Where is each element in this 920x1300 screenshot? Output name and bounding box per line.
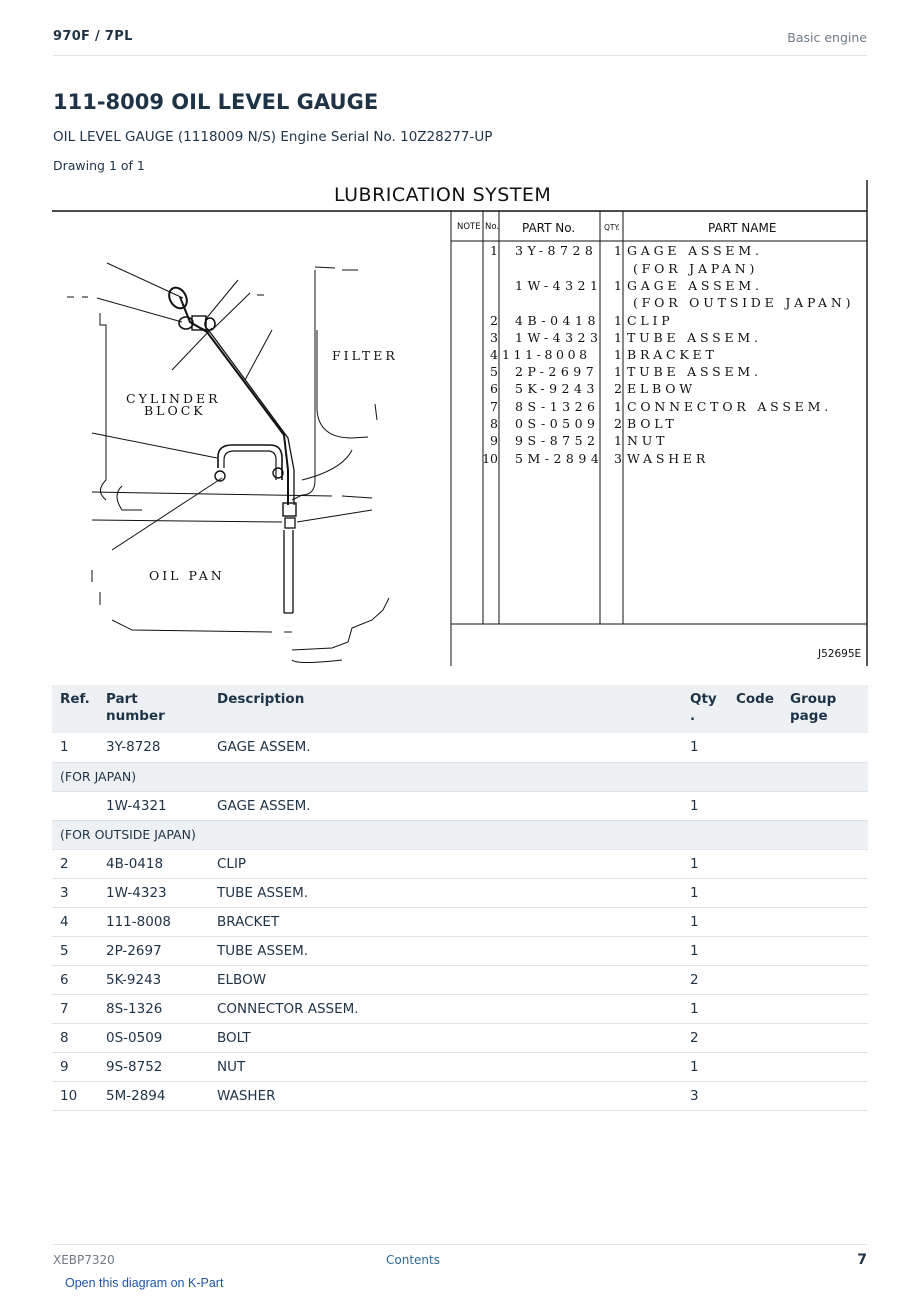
cell-code — [728, 1052, 782, 1081]
cell-ref: 6 — [52, 965, 98, 994]
cell-description: ELBOW — [209, 965, 682, 994]
cell-group-page — [782, 1023, 868, 1052]
header-divider — [53, 55, 867, 56]
diagram-code: J52695E — [818, 648, 862, 660]
cell-qty: 1 — [682, 1052, 728, 1081]
diagram-row-name: ELBOW — [627, 381, 696, 396]
cell-ref: 2 — [52, 849, 98, 878]
diagram-row-no: 2 — [490, 313, 498, 328]
section-label: Basic engine — [787, 30, 867, 45]
cell-qty: 2 — [682, 965, 728, 994]
diagram-row-name: TUBE ASSEM. — [627, 364, 762, 379]
diagram-row-no: 3 — [490, 330, 498, 345]
cell-description: NUT — [209, 1052, 682, 1081]
diagram-row-name: CONNECTOR ASSEM. — [627, 399, 832, 414]
col-qty — [682, 685, 728, 733]
diagram-row-name: (FOR JAPAN) — [633, 261, 759, 276]
table-note-row — [52, 762, 868, 791]
diagram-row-no: 1 — [490, 243, 498, 258]
contents-link[interactable]: Contents — [386, 1253, 440, 1267]
cell-qty: 1 — [682, 907, 728, 936]
cell-group-page — [782, 965, 868, 994]
diagram-row-part-no: 111-8008 — [502, 347, 591, 362]
diagram-row-qty: 1 — [614, 399, 622, 414]
diagram-row-qty: 2 — [614, 381, 622, 396]
diagram-row-name: NUT — [627, 433, 669, 448]
cell-group-page — [782, 733, 868, 762]
table-row — [52, 791, 868, 820]
diagram-row-part-no: 9S-8752 — [515, 433, 600, 448]
cell-code — [728, 907, 782, 936]
cell-code — [728, 936, 782, 965]
cell-qty: 3 — [682, 1081, 728, 1110]
table-header-row — [52, 685, 868, 733]
cell-qty: 1 — [682, 994, 728, 1023]
cell-description: GAGE ASSEM. — [209, 733, 682, 762]
col-qty-line2: . — [690, 708, 696, 724]
th-part-name: PART NAME — [708, 221, 777, 235]
model-label: 970F / 7PL — [53, 29, 133, 44]
diagram-row-name: GAGE ASSEM. — [627, 278, 763, 293]
cell-code — [728, 733, 782, 762]
cell-description: BOLT — [209, 1023, 682, 1052]
cell-ref — [52, 791, 98, 820]
diagram-title: LUBRICATION SYSTEM — [334, 184, 552, 206]
diagram-row-qty: 1 — [614, 243, 622, 258]
table-row — [52, 1081, 868, 1110]
cell-qty: 1 — [682, 878, 728, 907]
diagram-row-name: BOLT — [627, 416, 678, 431]
diagram-row-qty: 2 — [614, 416, 622, 431]
cell-ref: 9 — [52, 1052, 98, 1081]
cell-group-page — [782, 791, 868, 820]
col-ref: Ref. — [52, 685, 98, 733]
cell-qty: 1 — [682, 791, 728, 820]
cell-description: TUBE ASSEM. — [209, 878, 682, 907]
table-row — [52, 965, 868, 994]
cell-code — [728, 1081, 782, 1110]
label-oil-pan: OIL PAN — [149, 568, 225, 583]
cell-group-page — [782, 878, 868, 907]
table-row — [52, 1023, 868, 1052]
cell-part-number: 111-8008 — [98, 907, 209, 936]
cell-group-page — [782, 907, 868, 936]
cell-part-number: 3Y-8728 — [98, 733, 209, 762]
col-group-page — [782, 685, 868, 733]
diagram-row-qty: 1 — [614, 433, 622, 448]
cell-group-page — [782, 936, 868, 965]
cell-group-page — [782, 1052, 868, 1081]
diagram-row-part-no: 8S-1326 — [515, 399, 600, 414]
cell-part-number: 5K-9243 — [98, 965, 209, 994]
diagram-row-no: 4 — [490, 347, 498, 362]
table-row — [52, 878, 868, 907]
cell-description: BRACKET — [209, 907, 682, 936]
cell-code — [728, 791, 782, 820]
cell-code — [728, 1023, 782, 1052]
diagram-row-qty: 1 — [614, 347, 622, 362]
diagram-row-part-no: 1W-4323 — [515, 330, 603, 345]
diagram-row-no: 6 — [490, 381, 498, 396]
table-row — [52, 733, 868, 762]
table-row — [52, 849, 868, 878]
cell-part-number: 5M-2894 — [98, 1081, 209, 1110]
cell-part-number: 1W-4323 — [98, 878, 209, 907]
cell-ref: 7 — [52, 994, 98, 1023]
cell-code — [728, 994, 782, 1023]
th-no: No. — [485, 222, 500, 232]
cell-ref: 1 — [52, 733, 98, 762]
cell-ref: 4 — [52, 907, 98, 936]
page-number: 7 — [857, 1252, 867, 1268]
col-description: Description — [209, 685, 682, 733]
diagram-row-qty: 3 — [614, 451, 622, 466]
diagram-row-no: 10 — [482, 451, 498, 466]
cell-ref: 3 — [52, 878, 98, 907]
cell-part-number: 9S-8752 — [98, 1052, 209, 1081]
th-note: NOTE — [457, 222, 481, 232]
cell-description: CONNECTOR ASSEM. — [209, 994, 682, 1023]
col-qty-line1: Qty — [690, 691, 717, 707]
diagram-row-part-no: 1W-4321 — [515, 278, 603, 293]
cell-group-page — [782, 994, 868, 1023]
cell-description: TUBE ASSEM. — [209, 936, 682, 965]
cell-qty: 1 — [682, 733, 728, 762]
cell-ref: 8 — [52, 1023, 98, 1052]
cell-part-number: 4B-0418 — [98, 849, 209, 878]
diagram-row-part-no: 5K-9243 — [515, 381, 599, 396]
col-code: Code — [728, 685, 782, 733]
cell-qty: 2 — [682, 1023, 728, 1052]
page-title: 111-8009 OIL LEVEL GAUGE — [53, 90, 379, 114]
cell-part-number: 2P-2697 — [98, 936, 209, 965]
col-group-line2: page — [790, 708, 828, 724]
cell-description: WASHER — [209, 1081, 682, 1110]
table-note-row — [52, 820, 868, 849]
diagram-row-name: WASHER — [627, 451, 710, 466]
label-cylinder: CYLINDER — [126, 391, 221, 406]
cell-group-page — [782, 1081, 868, 1110]
th-qty: QTY. — [604, 223, 620, 232]
diagram-row-part-no: 3Y-8728 — [515, 243, 598, 258]
drawing-count: Drawing 1 of 1 — [53, 158, 145, 173]
cell-part-number: 0S-0509 — [98, 1023, 209, 1052]
cell-code — [728, 878, 782, 907]
diagram-row-name: (FOR OUTSIDE JAPAN) — [633, 295, 855, 310]
diagram-row-name: BRACKET — [627, 347, 718, 362]
col-part-number: Part number — [98, 685, 209, 733]
page-subtitle: OIL LEVEL GAUGE (1118009 N/S) Engine Serial No. 10Z28277-UP — [53, 129, 493, 145]
footer-divider — [53, 1244, 867, 1245]
diagram-row-no: 5 — [490, 364, 498, 379]
open-diagram-link[interactable]: Open this diagram on K-Part — [65, 1276, 224, 1290]
diagram-row-part-no: 0S-0509 — [515, 416, 600, 431]
parts-table — [52, 685, 868, 1111]
cell-group-page — [782, 849, 868, 878]
col-group-line1: Group — [790, 691, 837, 707]
diagram-row-name: CLIP — [627, 313, 674, 328]
diagram-row-name: TUBE ASSEM. — [627, 330, 762, 345]
cell-qty: 1 — [682, 849, 728, 878]
th-part-no: PART No. — [522, 221, 576, 235]
table-row — [52, 1052, 868, 1081]
diagram-row-part-no: 5M-2894 — [515, 451, 604, 466]
diagram-row-no: 9 — [490, 433, 498, 448]
parts-diagram — [52, 180, 870, 666]
label-filter: FILTER — [332, 348, 398, 363]
diagram-row-no: 8 — [490, 416, 498, 431]
diagram-row-qty: 1 — [614, 278, 622, 293]
diagram-row-qty: 1 — [614, 330, 622, 345]
diagram-row-name: GAGE ASSEM. — [627, 243, 763, 258]
diagram-row-part-no: 4B-0418 — [515, 313, 600, 328]
table-row — [52, 994, 868, 1023]
cell-description: GAGE ASSEM. — [209, 791, 682, 820]
cell-qty: 1 — [682, 936, 728, 965]
cell-code — [728, 965, 782, 994]
cell-code — [728, 849, 782, 878]
label-block: BLOCK — [144, 403, 206, 418]
cell-ref: 10 — [52, 1081, 98, 1110]
diagram-row-part-no: 2P-2697 — [515, 364, 599, 379]
cell-part-number: 8S-1326 — [98, 994, 209, 1023]
cell-description: CLIP — [209, 849, 682, 878]
diagram-row-qty: 1 — [614, 313, 622, 328]
document-id: XEBP7320 — [53, 1253, 115, 1267]
table-row — [52, 907, 868, 936]
diagram-row-qty: 1 — [614, 364, 622, 379]
cell-note: (FOR JAPAN) — [52, 762, 868, 791]
cell-ref: 5 — [52, 936, 98, 965]
cell-note: (FOR OUTSIDE JAPAN) — [52, 820, 868, 849]
diagram-row-no: 7 — [490, 399, 498, 414]
table-row — [52, 936, 868, 965]
cell-part-number: 1W-4321 — [98, 791, 209, 820]
